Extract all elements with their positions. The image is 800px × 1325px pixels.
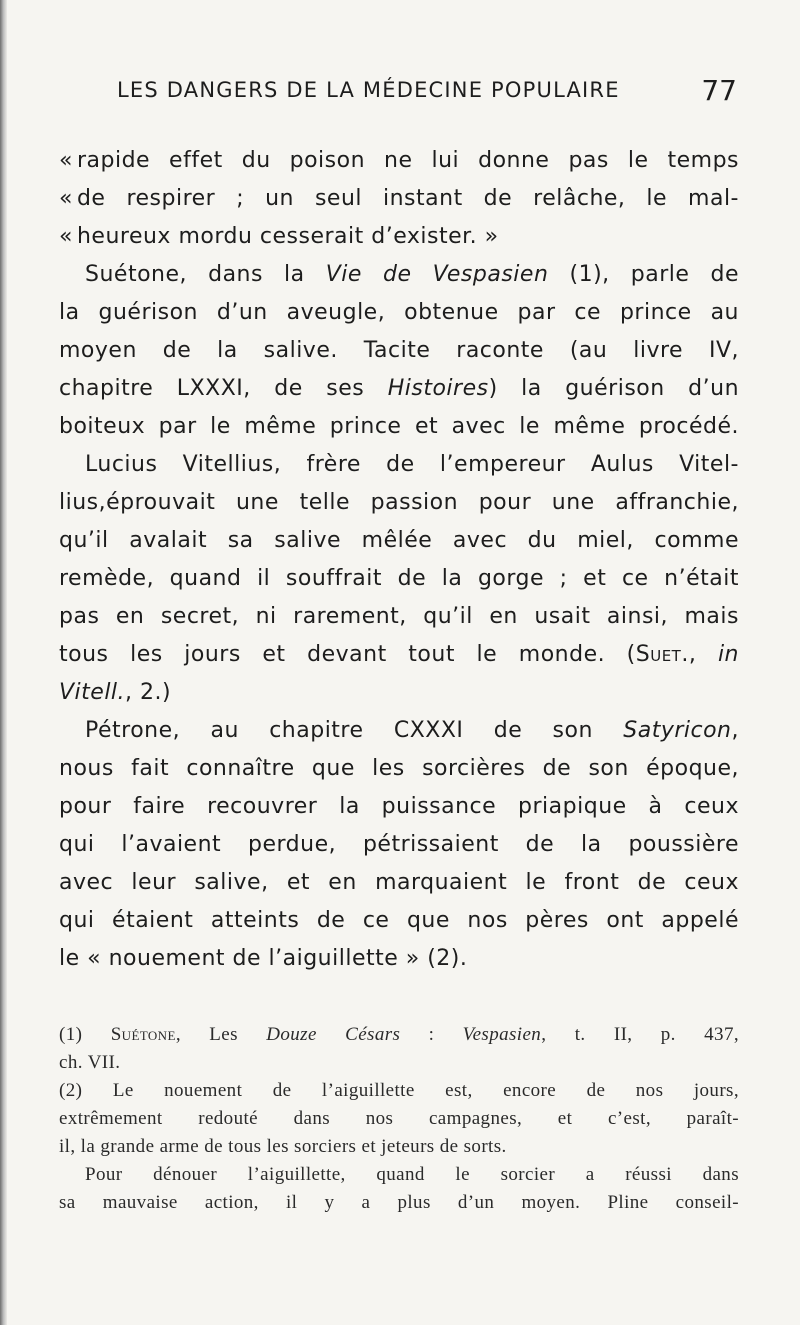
text-line: remède, quand il souffrait de la gorge ; et ce n’était <box>59 566 739 591</box>
text-line: boiteux par le même prince et avec le même procédé. <box>59 414 739 439</box>
text-line: nous fait connaître que les sorcières de son époque, <box>59 756 739 781</box>
italic-title: Satyricon <box>623 718 732 743</box>
running-title: LES DANGERS DE LA MÉDECINE POPULAIRE <box>117 78 620 102</box>
footnote-2-para: Pour dénouer l’aiguillette, quand le sorcier a réussi dans <box>85 1164 739 1185</box>
text-line: « rapide effet du poison ne lui donne pas le temps <box>59 148 739 173</box>
footnote-2-para-cont: sa mauvaise action, il y a plus d’un moyen. Pline conseil- <box>59 1192 739 1213</box>
small-caps-author: Suet. <box>635 642 689 667</box>
small-caps-author: Suétone <box>110 1024 176 1045</box>
italic-title: Histoires <box>387 376 489 401</box>
italic-title: Vie de Vespasien <box>325 262 549 287</box>
text-line: tous les jours et devant tout le monde. (Suet., in <box>59 642 739 667</box>
page-binding-edge <box>0 0 7 1325</box>
text-line: la guérison d’un aveugle, obtenue par ce prince au <box>59 300 739 325</box>
text-line: qui l’avaient perdue, pétrissaient de la poussière <box>59 832 739 857</box>
text-line: avec leur salive, et en marquaient le front de ceux <box>59 870 739 895</box>
text-line: Pétrone, au chapitre CXXXI de son Satyricon, <box>85 718 739 743</box>
text-line: moyen de la salive. Tacite raconte (au livre IV, <box>59 338 739 363</box>
text-line: « heureux mordu cesserait d’exister. » <box>59 224 499 249</box>
footnotes <box>59 1021 739 1217</box>
main-text <box>59 142 739 978</box>
footnote-1: (1) Suétone, Les Douze Césars : Vespasien, t. II, p. 437, <box>59 1024 739 1045</box>
footnote-2-cont: extrêmement redouté dans nos campagnes, et c’est, paraît- <box>59 1108 739 1129</box>
italic-title: Vitell. <box>59 680 126 705</box>
text-line: lius,éprouvait une telle passion pour une affranchie, <box>59 490 739 515</box>
text-line: pour faire recouvrer la puissance priapique à ceux <box>59 794 739 819</box>
text-line: qu’il avalait sa salive mêlée avec du miel, comme <box>59 528 739 553</box>
footnote-1-cont: ch. VII. <box>59 1052 121 1073</box>
text-line: pas en secret, ni rarement, qu’il en usait ainsi, mais <box>59 604 739 629</box>
text-line: qui étaient atteints de ce que nos pères ont appelé <box>59 908 739 933</box>
text-line: le « nouement de l’aiguillette » (2). <box>59 946 468 971</box>
text-line: « de respirer ; un seul instant de relâche, le mal- <box>59 186 739 211</box>
footnote-2-cont: il, la grande arme de tous les sorciers et jeteurs de sorts. <box>59 1136 507 1157</box>
text-line: Suétone, dans la Vie de Vespasien (1), parle de <box>85 262 740 287</box>
running-header <box>117 74 737 114</box>
text-line: Vitell., 2.) <box>59 680 172 705</box>
footnote-2: (2) Le nouement de l’aiguillette est, encore de nos jours, <box>59 1080 739 1101</box>
text-line: Lucius Vitellius, frère de l’empereur Aulus Vitel- <box>85 452 739 477</box>
text-line: chapitre LXXXI, de ses Histoires) la guérison d’un <box>59 376 740 401</box>
page-number: 77 <box>701 74 737 107</box>
